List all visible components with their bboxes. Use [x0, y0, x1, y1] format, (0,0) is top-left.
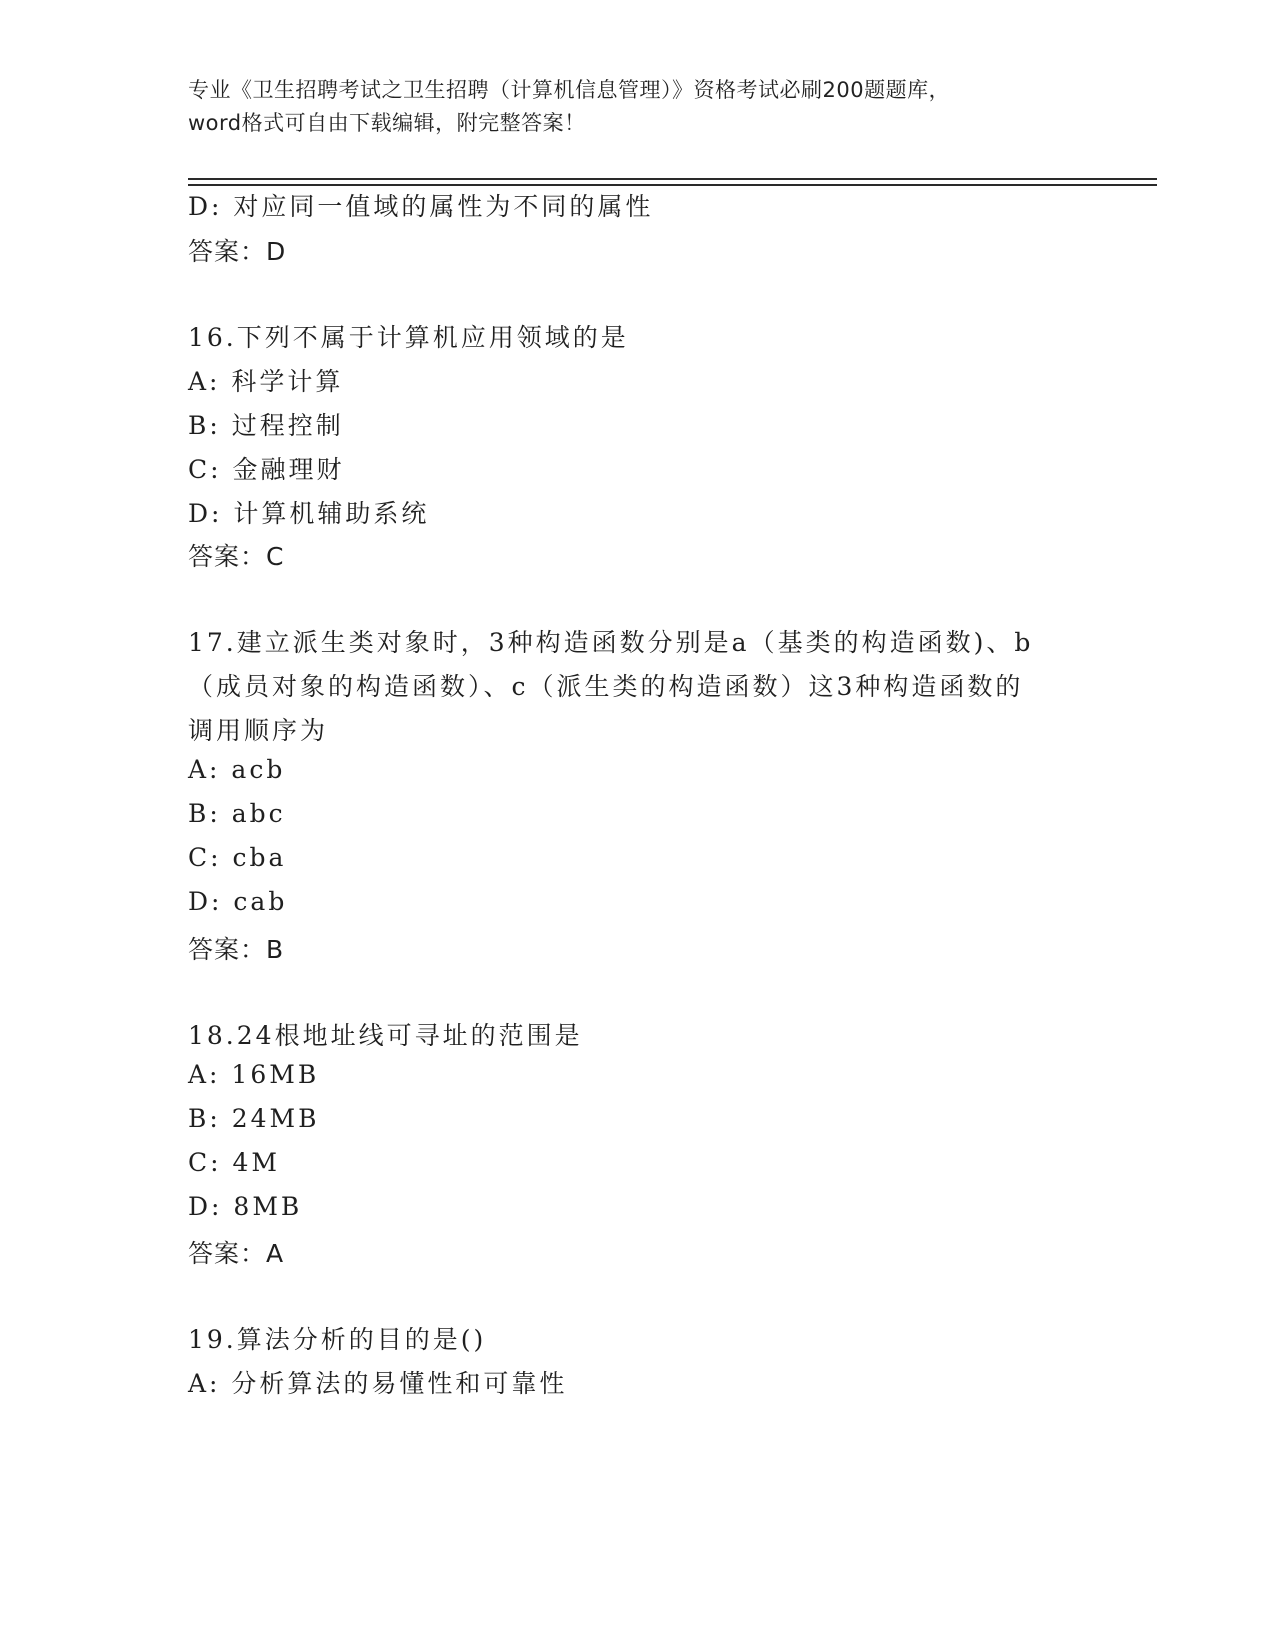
question-18-option-d: D: 8MB: [188, 1192, 303, 1221]
question-16-answer: 答案：C: [188, 542, 285, 571]
prev-question-answer: 答案：D: [188, 237, 287, 266]
question-18-stem: 18.24根地址线可寻址的范围是: [188, 1021, 583, 1050]
question-18-option-b: B: 24MB: [188, 1104, 320, 1133]
question-17-option-a: A: acb: [188, 755, 286, 784]
header-divider-bottom: [188, 184, 1157, 186]
question-16-option-a: A: 科学计算: [188, 367, 344, 396]
document-header: [188, 74, 1088, 140]
question-18-answer: 答案：A: [188, 1239, 285, 1268]
question-18-option-c: C: 4M: [188, 1148, 281, 1177]
question-16-option-c: C: 金融理财: [188, 455, 345, 484]
question-17-stem-line-2: （成员对象的构造函数）、c（派生类的构造函数）这3种构造函数的: [188, 672, 1024, 701]
question-18-option-a: A: 16MB: [188, 1060, 320, 1089]
question-19-stem: 19.算法分析的目的是(): [188, 1325, 487, 1354]
question-17-stem-line-1: 17.建立派生类对象时，3种构造函数分别是a（基类的构造函数)、b: [188, 628, 1034, 657]
question-16-option-d: D: 计算机辅助系统: [188, 499, 430, 528]
question-17-stem-line-3: 调用顺序为: [188, 716, 329, 745]
header-line-1: 专业《卫生招聘考试之卫生招聘（计算机信息管理）》资格考试必刷200题题库，: [188, 78, 951, 102]
question-17-option-d: D: cab: [188, 887, 288, 916]
header-divider-top: [188, 178, 1157, 180]
header-line-2: word格式可自由下载编辑，附完整答案！: [188, 111, 586, 135]
question-17-option-b: B: abc: [188, 799, 286, 828]
question-16-stem: 16.下列不属于计算机应用领域的是: [188, 323, 629, 352]
question-17-answer: 答案：B: [188, 935, 285, 964]
question-19-option-a: A: 分析算法的易懂性和可靠性: [188, 1369, 568, 1398]
question-16-option-b: B: 过程控制: [188, 411, 344, 440]
prev-question-option-d: D: 对应同一值域的属性为不同的属性: [188, 192, 654, 221]
question-17-option-c: C: cba: [188, 843, 287, 872]
